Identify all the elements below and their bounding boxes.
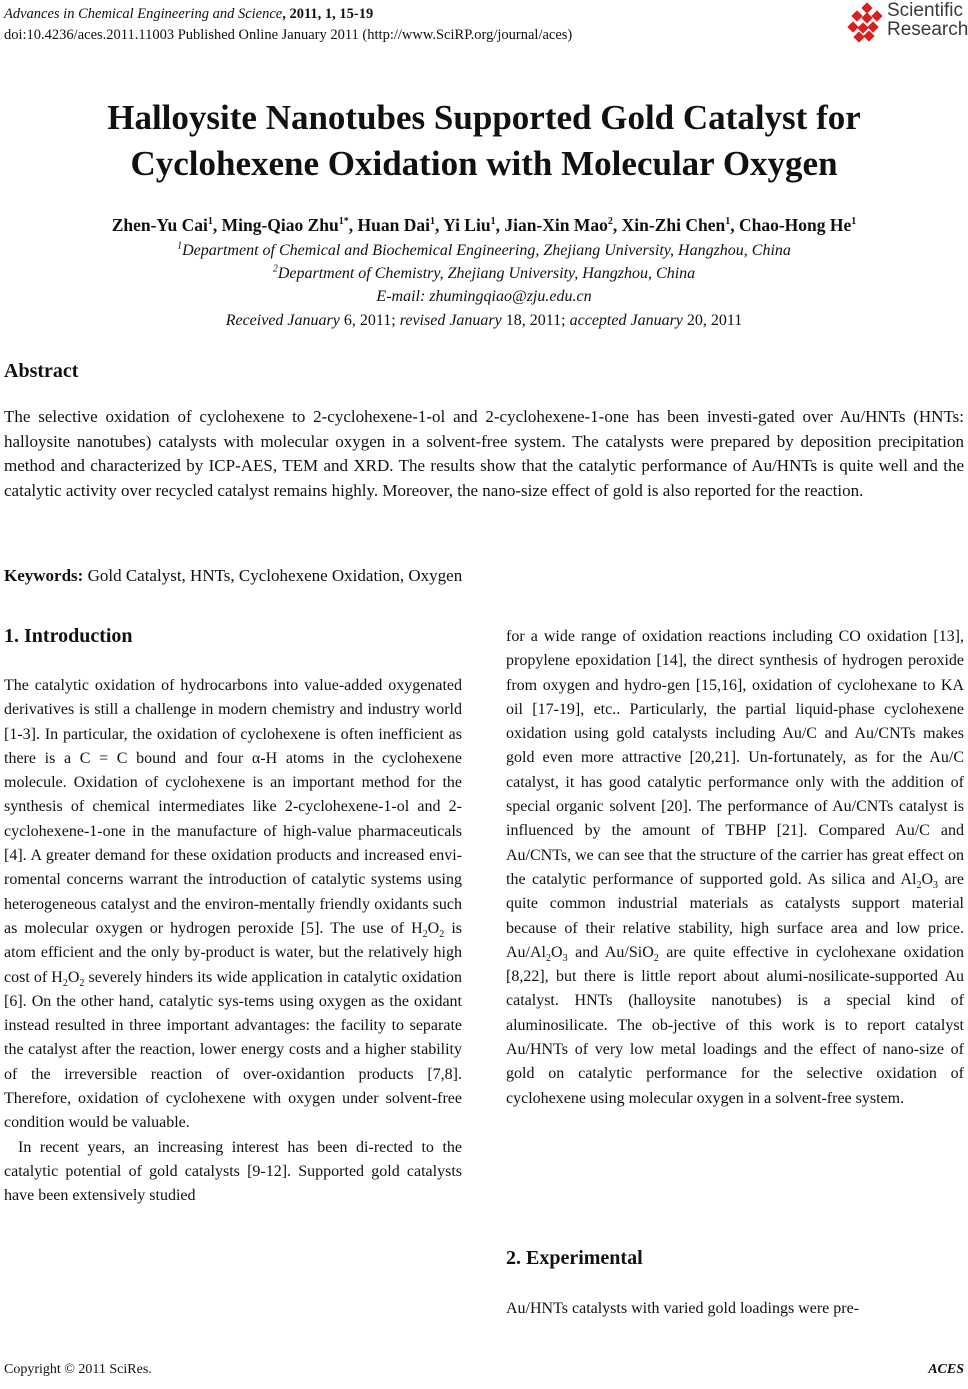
affiliation: $^1$Department of Chemical and Biochemical Engineering, Zhejiang University, Hangzhou, China	[177, 240, 791, 259]
publisher-logo-mark-icon	[849, 4, 885, 40]
author: Chao-Hong He$^1$	[738, 215, 857, 235]
copyright: Copyright © 2011 SciRes.	[4, 1362, 152, 1377]
affiliation: $^2$Department of Chemistry, Zhejiang University, Hangzhou, China	[272, 263, 696, 282]
author: Yi Liu$^1$,	[443, 215, 505, 235]
author-list	[0, 215, 968, 236]
author: Jian-Xin Mao$^2$,	[504, 215, 622, 235]
paper-title: Halloysite Nanotubes Supported Gold Catalyst for Cyclohexene Oxidation with Molecular Oxygen	[107, 98, 861, 183]
contact-email: E-mail: zhumingqiao@zju.edu.cn	[376, 288, 592, 305]
doi-line: doi:10.4236/aces.2011.11003 Published Online January 2011 (http://www.SciRP.org/journal/aces)	[4, 27, 573, 43]
section-heading-experimental: 2. Experimental	[506, 1247, 643, 1269]
paragraph: In recent years, an increasing interest has been di-rected to the catalytic potential of gold catalysts [9-12]. Supported gold catalysts have been extensively studied	[4, 1138, 462, 1205]
received-dates: Received January 6, 2011; revised January 18, 2011; accepted January 20, 2011	[225, 312, 743, 329]
paragraph: The catalytic oxidation of hydrocarbons into value-added oxygenated derivatives is still a challenge in modern chemistry and industry world [1-3]. In particular, the oxidation of cyclohexene is often inefficient as there is a C = C bound and four α-H atoms in the cyclohexene molecule. Oxidation of cyclohexene is an important method for the synthesis of chemical intermediates like 2-cyclohexene-1-ol and 2-cyclohexene-1-one in the manufacture of high-value pharmaceuticals [4]. A greater demand for these oxidation products and increased envi-romental concerns warrant the introduction of catalytic systems using heterogeneous catalyst and the environ-mentally friendly oxidants such as molecular oxygen or hydrogen peroxide [5]. The use of $H_2O_2$ is atom efficient and the only by-product is water, but the relatively high cost of $H_2O_2$ severely hinders its wide application in catalytic oxidation [6]. On the other hand, catalytic sys-tems using oxygen as the oxidant instead resulted in three important advantages: the facility to separate the catalyst after the reaction, lower energy costs and a higher stability of the irreversible reaction of over-oxidantion products [7,8]. Therefore, oxidation of cyclohexene with oxygen under solvent-free condition would be valuable.	[4, 677, 463, 1132]
journal-name: Advances in Chemical Engineering and Science	[4, 6, 283, 22]
journal-header	[4, 4, 572, 46]
author: Zhen-Yu Cai$^1$,	[111, 215, 222, 235]
section-heading-introduction: 1. Introduction	[4, 625, 133, 647]
experimental-text: Au/HNTs catalysts with varied gold loadings were pre-	[506, 1300, 860, 1317]
publisher-logo	[849, 0, 967, 44]
journal-abbreviation: ACES	[928, 1362, 964, 1377]
publisher-logo-text: Scientific Research	[887, 0, 968, 40]
paragraph: for a wide range of oxidation reactions including CO oxidation [13], propylene epoxidation [14], the direct synthesis of hydrogen peroxide from oxygen and hydro-gen [15,16], oxidation of cyclohexane to KA oil [17-19], etc.. Particularly, the partial liquid-phase cyclohexene oxidation using gold catalysts including Au/C and Au/CNTs makes gold even more attractive [20,21]. Un-fortunately, as for the Au/C catalyst, it has good catalytic performance only with the addition of special organic solvent [20]. The performance of Au/CNTs catalyst is influenced by the amount of TBHP [21]. Compared Au/C and Au/CNTs, we can see that the structure of the carrier has great effect on the catalytic performance of supported gold. As silica and $Al_2O_3$ are quite common industrial materials as catalysts support material because of their relative stability, high surface area and low price. $Au/Al_2O_3$ and Au/SiO$_2$ are quite effective in cyclohexane oxidation [8,22], but there is little report about alumi-nosilicate-supported Au catalyst. HNTs (halloysite nanotubes) is a special kind of aluminosilicate. The ob-jective of this work is to report catalyst Au/HNTs of very low metal loadings and the effect of nano-size of gold on catalytic performance for the selective oxidation of cyclohexene using molecular oxygen in a solvent-free system.	[506, 628, 965, 1107]
abstract-heading: Abstract	[4, 360, 79, 382]
author: Huan Dai$^1$,	[357, 215, 444, 235]
author: Ming-Qiao Zhu$^{1*}$,	[221, 215, 358, 235]
abstract-text: The selective oxidation of cyclohexene to 2-cyclohexene-1-ol and 2-cyclohexene-1-one has been investi-gated over Au/HNTs (HNTs: halloysite nanotubes) catalysts with molecular oxygen in a solvent-free system. The catalysts were prepared by deposition precipitation method and characterized by ICP-AES, TEM and XRD. The results show that the catalytic performance of Au/HNTs is quite well and the catalytic activity over recycled catalyst remains highly. Moreover, the nano-size effect of gold is also reported for the reaction.	[4, 407, 964, 500]
keywords: Keywords: Gold Catalyst, HNTs, Cyclohexene Oxidation, Oxygen	[4, 566, 463, 585]
left-column	[4, 674, 462, 1209]
right-column	[506, 625, 964, 1111]
author: Xin-Zhi Chen$^1$,	[621, 215, 739, 235]
volume-info: , 2011, 1, 15-19	[282, 6, 374, 22]
